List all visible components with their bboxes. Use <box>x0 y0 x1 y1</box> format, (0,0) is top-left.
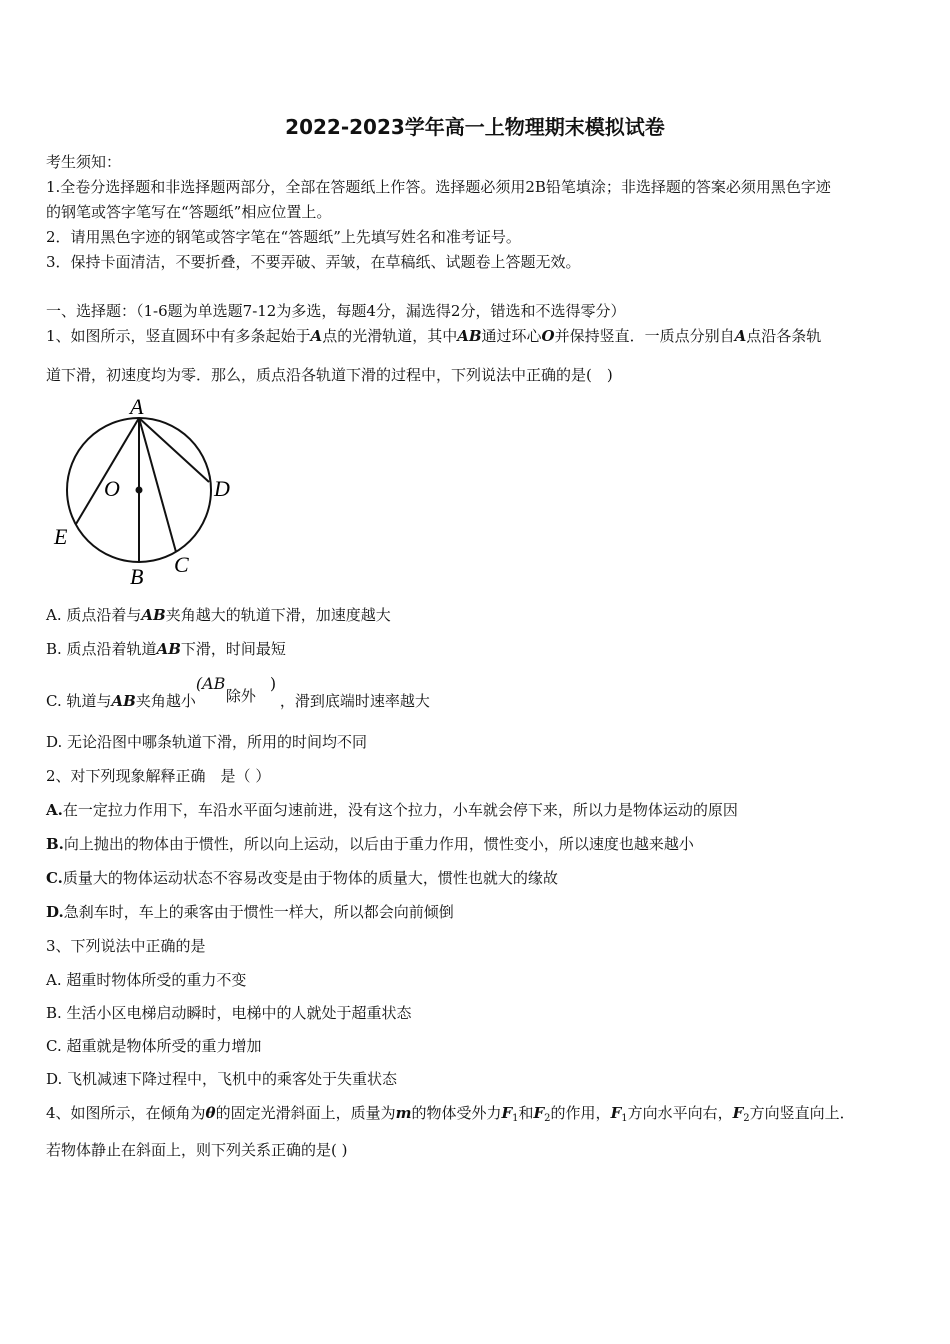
center-point <box>136 487 143 494</box>
notice-item-3: 3．保持卡面清洁，不要折叠，不要弄破、弄皱，在草稿纸、试题卷上答题无效。 <box>46 253 581 271</box>
q1-stem-line2: 道下滑，初速度均为零．那么，质点沿各轨道下滑的过程中，下列说法中正确的是( ) <box>46 366 613 384</box>
notice-item-1-cont: 的钢笔或答字笔写在“答题纸”相应位置上。 <box>46 203 332 221</box>
q2-option-b: B.向上抛出的物体由于惯性，所以向上运动，以后由于重力作用，惯性变小，所以速度也越来越小 <box>46 835 694 853</box>
q1-circle-figure <box>46 392 246 592</box>
q4-stem-line2: 若物体静止在斜面上，则下列关系正确的是( ) <box>46 1141 348 1159</box>
q3-option-b: B. 生活小区电梯启动瞬时，电梯中的人就处于超重状态 <box>46 1004 412 1022</box>
label-E: E <box>54 524 68 549</box>
var-A: A <box>734 327 747 345</box>
section-heading: 一、选择题：（1-6题为单选题7-12为多选，每题4分，漏选得2分，错选和不选得零分） <box>46 302 626 320</box>
q2-option-c: C.质量大的物体运动状态不容易改变是由于物体的质量大，惯性也就大的缘故 <box>46 869 558 887</box>
notice-item-1: 1.全卷分选择题和非选择题两部分，全部在答题纸上作答。选择题必须用2B铅笔填涂；非选择题的答案必须用黑色字迹 <box>46 178 831 196</box>
q2-option-d: D.急刹车时，车上的乘客由于惯性一样大，所以都会向前倾倒 <box>46 903 454 921</box>
q1-option-d: D. 无论沿图中哪条轨道下滑，所用的时间均不同 <box>46 733 368 751</box>
q3-stem: 3、下列说法中正确的是 <box>46 937 206 955</box>
q3-option-c: C. 超重就是物体所受的重力增加 <box>46 1037 262 1055</box>
q3-option-d: D. 飞机减速下降过程中，飞机中的乘客处于失重状态 <box>46 1070 398 1088</box>
q1-option-b: B. 质点沿着轨道AB下滑，时间最短 <box>46 640 286 658</box>
q2-stem: 2、对下列现象解释正确 是（ ） <box>46 767 271 785</box>
var-A: A <box>310 327 323 345</box>
var-O: O <box>541 327 555 345</box>
label-B: B <box>130 564 144 589</box>
label-A: A <box>130 394 144 419</box>
q1-option-a: A. 质点沿着与AB夹角越大的轨道下滑，加速度越大 <box>46 606 391 624</box>
q1-option-c: C. 轨道与AB夹角越小 (AB 除外 ) ，滑到底端时速率越大 <box>46 674 430 710</box>
track-AE <box>76 418 139 524</box>
page-title: 2022-2023学年高一上物理期末模拟试卷 <box>285 115 665 139</box>
q4-stem-line1: 4、如图所示，在倾角为θ的固定光滑斜面上，质量为m的物体受外力$F_1$和$F_2$的作用，$F_1$方向水平向右，$F_2$方向竖直向上． <box>46 1104 855 1124</box>
track-AC <box>139 418 176 552</box>
q2-option-a: A.在一定拉力作用下，车沿水平面匀速前进，没有这个拉力，小车就会停下来，所以力是物体运动的原因 <box>46 801 738 819</box>
label-D: D <box>214 476 230 501</box>
label-O: O <box>104 476 120 501</box>
label-C: C <box>174 552 189 577</box>
notice-heading: 考生须知： <box>46 153 122 171</box>
var-AB: AB <box>457 327 482 345</box>
q1-stem-line1: 1、如图所示，竖直圆环中有多条起始于A点的光滑轨道，其中AB通过环心O并保持竖直．一质点分别自A点沿各条轨 <box>46 327 822 345</box>
notice-item-2: 2．请用黑色字迹的钢笔或答字笔在“答题纸”上先填写姓名和准考证号。 <box>46 228 521 246</box>
q3-option-a: A. 超重时物体所受的重力不变 <box>46 971 247 989</box>
